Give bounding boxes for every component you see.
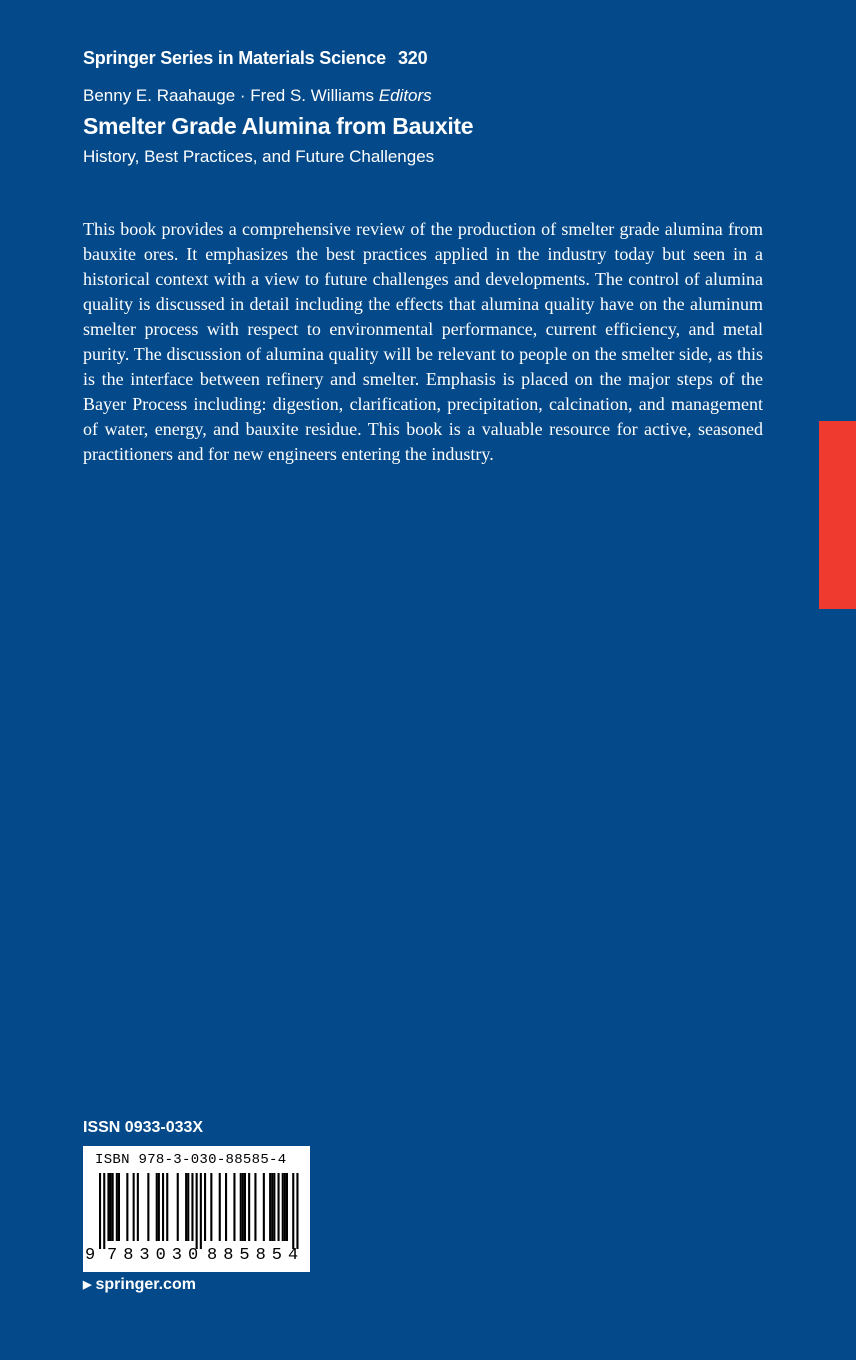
series-number: 320 xyxy=(397,48,428,68)
barcode-bar xyxy=(126,1173,128,1241)
book-subtitle: History, Best Practices, and Future Challenges xyxy=(83,147,435,166)
barcode-bar xyxy=(284,1173,286,1241)
website-url: springer.com xyxy=(95,1276,196,1293)
series-line xyxy=(83,48,427,69)
ean-first-digit: 9 xyxy=(85,1246,96,1265)
ean-digits xyxy=(85,1246,307,1265)
barcode-bar xyxy=(244,1173,246,1241)
barcode-bar xyxy=(254,1173,256,1241)
barcode-bar xyxy=(110,1173,112,1241)
barcode-bar xyxy=(147,1173,149,1241)
barcode-bar xyxy=(166,1173,168,1241)
barcode-bar xyxy=(204,1173,206,1241)
barcode-bar xyxy=(271,1173,273,1241)
barcode-guard-bar xyxy=(99,1173,101,1249)
barcode-bar xyxy=(278,1173,280,1241)
ean-right-group: 885854 xyxy=(207,1246,305,1265)
barcode-bar xyxy=(269,1173,271,1241)
springer-link[interactable] xyxy=(83,1276,196,1294)
barcode-bar xyxy=(233,1173,235,1241)
barcode-guard-bar xyxy=(200,1173,202,1249)
barcode-bar xyxy=(210,1173,212,1241)
barcode-bar xyxy=(242,1173,244,1241)
barcode-bar xyxy=(225,1173,227,1241)
barcode-bar xyxy=(112,1173,114,1241)
red-accent-tab xyxy=(819,421,856,609)
triangle-right-icon: ▶ xyxy=(83,1279,92,1291)
barcode-guard-bar xyxy=(103,1173,105,1249)
barcode-bar xyxy=(156,1173,158,1241)
editors-role: Editors xyxy=(378,86,432,105)
barcode-bars xyxy=(93,1173,300,1249)
barcode-bar xyxy=(118,1173,120,1241)
barcode-bar xyxy=(263,1173,265,1241)
editor-names: Benny E. Raahauge · Fred S. Williams xyxy=(83,86,375,105)
barcode-bar xyxy=(133,1173,135,1241)
issn-label: ISSN 0933-033X xyxy=(83,1119,204,1136)
barcode-bar xyxy=(162,1173,164,1241)
barcode-bar xyxy=(282,1173,284,1241)
barcode-bar xyxy=(137,1173,139,1241)
barcode-bar xyxy=(116,1173,118,1241)
barcode-bar xyxy=(273,1173,275,1241)
book-description: This book provides a comprehensive review of the production of smelter grade alumina from bauxite ores. It emphasizes the best practices applied in the industry today but seen in a historical context with a view to future challenges and developments. The control of alumina quality is discussed in detail including the effects that alumina quality have on the aluminum smelter process with respect to environmental performance, current efficiency, and metal purity. The discussion of alumina quality will be relevant to people on the smelter side, as this is the interface between refinery and smelter. Emphasis is placed on the major steps of the Bayer Process including: digestion, clarification, precipitation, calcination, and management of water, energy, and bauxite residue. This book is a valuable resource for active, seasoned practitioners and for new engineers entering the industry. xyxy=(83,219,763,464)
barcode-guard-bar xyxy=(196,1173,198,1249)
barcode-guard-bar xyxy=(296,1173,298,1249)
barcode-bar xyxy=(191,1173,193,1241)
barcode-bar xyxy=(187,1173,189,1241)
isbn-text: ISBN 978-3-030-88585-4 xyxy=(95,1152,287,1168)
book-title: Smelter Grade Alumina from Bauxite xyxy=(83,113,474,139)
barcode-bar xyxy=(286,1173,288,1241)
ean-left-group: 783030 xyxy=(107,1246,205,1265)
editors-line xyxy=(83,86,432,106)
barcode-bar xyxy=(240,1173,242,1241)
barcode-bar xyxy=(248,1173,250,1241)
barcode-bar xyxy=(185,1173,187,1241)
barcode-bar xyxy=(158,1173,160,1241)
barcode-bar xyxy=(177,1173,179,1241)
barcode-guard-bar xyxy=(292,1173,294,1249)
series-name: Springer Series in Materials Science xyxy=(83,48,386,68)
barcode-bar xyxy=(219,1173,221,1241)
isbn-barcode xyxy=(83,1146,310,1272)
barcode-bar xyxy=(107,1173,109,1241)
